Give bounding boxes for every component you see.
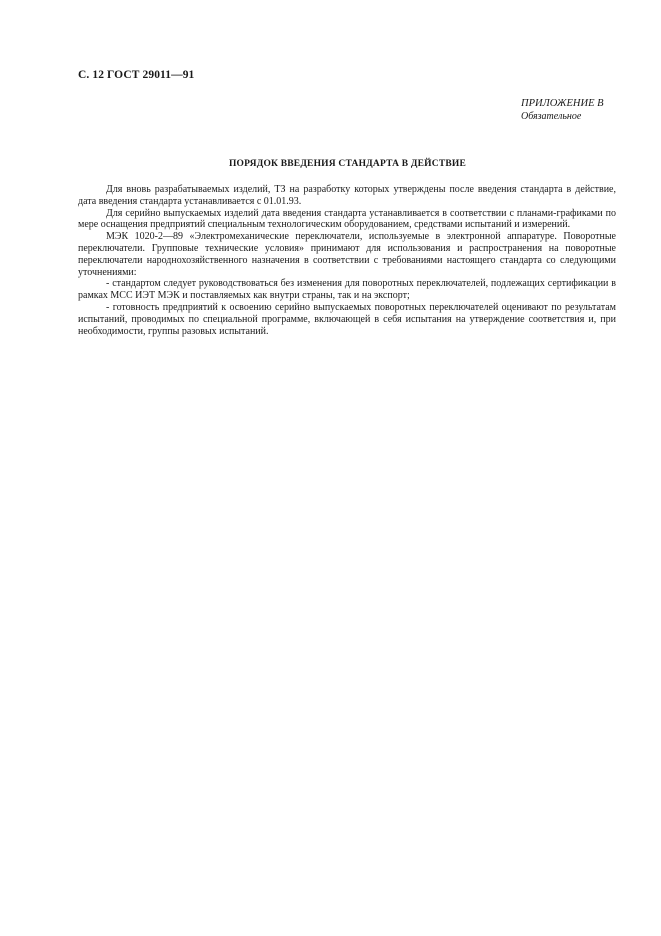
paragraph-new-products: Для вновь разрабатываемых изделий, ТЗ на разработку которых утверждены после введения стандарта в действие, дата введения стандарта устанавливается с 01.01.93. xyxy=(78,184,616,207)
list-item-readiness: - готовность предприятий к освоению серийно выпускаемых поворотных переключателей оценивают по результатам испытаний, проводимых по специальной программе, включающей в себя испытания на утверждение соответствия и, при необходимости, группы разовых испытаний. xyxy=(78,301,616,337)
section-title: ПОРЯДОК ВВЕДЕНИЯ СТАНДАРТА В ДЕЙСТВИЕ xyxy=(228,159,467,169)
appendix-status: Обязательное xyxy=(521,111,582,122)
appendix-label: ПРИЛОЖЕНИЕ В xyxy=(521,98,604,109)
list-item-certification: - стандартом следует руководствоваться без изменения для поворотных переключателей, подлежащих сертификации в рамках МСС ИЭТ МЭК и поставляемых как внутри страны, так и на экспорт; xyxy=(78,278,616,302)
paragraph-serial-products: Для серийно выпускаемых изделий дата введения стандарта устанавливается в соответствии с планами-графиками по мере оснащения предприятий специальным технологическим оборудованием, средствами испытаний и измерений. xyxy=(78,207,616,231)
body-text xyxy=(78,184,616,337)
paragraph-iec-standard: МЭК 1020-2—89 «Электромеханические переключатели, используемые в электронной аппаратуре. Поворотные переключатели. Групповые технические условия» принимают для использования и распространения на поворотные переключатели народнохозяйственного назначения в соответствии с требованиями настоящего стандарта со следующими уточнениями: xyxy=(78,231,616,278)
page-header: С. 12 ГОСТ 29011—91 xyxy=(78,69,195,81)
appendix-block xyxy=(521,97,604,123)
